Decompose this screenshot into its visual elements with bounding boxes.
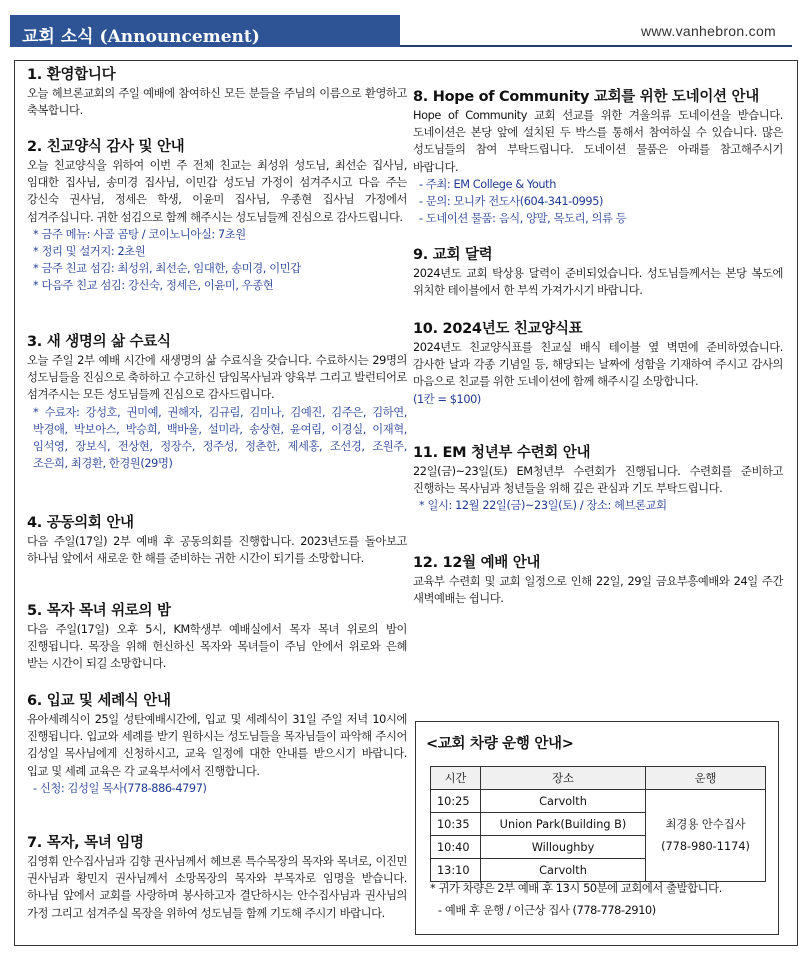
table-header-row [431,767,766,790]
section-new-life-graduation [27,332,407,472]
header-bar [10,15,792,47]
column-header: 장소 [481,767,646,790]
announcement-frame [14,60,798,946]
price-note: (1칸 = $100) [413,392,481,406]
section-shepherd-appointment [27,833,407,922]
shuttle-note: - 예배 후 운행 / 이근상 집사 (778-778-2910) [430,902,656,920]
section-title: 11. EM 청년부 수련회 안내 [413,445,591,461]
section-title: 10. 2024년도 친교양식표 [413,321,583,337]
section-baptism [27,691,407,797]
contact-note: - 신청: 김성일 목사(778-886-4797) [27,780,407,797]
shuttle-table [430,766,766,882]
time-cell: 10:35 [431,813,481,836]
note-item: * 금주 친교 섬김: 최성위, 최선순, 임대한, 송미경, 이민갑 [27,260,407,277]
section-december-worship [413,553,783,607]
note-item: * 정리 및 설거지: 2초원 [27,243,407,260]
section-calendar [413,245,783,299]
section-congregational-meeting [27,513,407,567]
section-title: 7. 목자, 목녀 임명 [27,835,144,851]
shuttle-note: * 귀가 차량은 2부 예배 후 13시 50분에 교회에서 출발합니다. [430,880,722,898]
section-shepherds-night [27,601,407,673]
driver-name: 최경용 안수집사 [665,817,746,831]
donation-item: - 주최: EM College & Youth [413,176,783,193]
donation-item: - 도네이션 물품: 음식, 양말, 목도리, 의류 등 [413,210,783,227]
section-body: Hope of Community 교회 선교를 위한 겨울의류 도네이션을 받습니다. 도네이션은 본당 앞에 설치된 두 박스를 통해서 참여하실 수 있습니다. 많은 성도님들의 참여 부탁드립니다. 도네이션 물품은 아래를 참고해주시기 바랍니다. [413,109,783,174]
note-item: * 금주 메뉴: 사골 곰탕 / 코이노니아실: 7초원 [27,226,407,243]
section-body: 2024년도 교회 탁상용 달력이 준비되었습니다. 성도님들께서는 본당 복도에 위치한 테이블에서 한 부씩 가져가시기 바랍니다. [413,267,783,298]
place-cell: Willoughby [481,836,646,859]
driver-cell [646,790,766,882]
section-fellowship-schedule [413,319,783,408]
section-welcome [27,65,407,119]
shuttle-box [415,721,779,935]
section-body: 유아세례식이 25일 성탄예배시간에, 입교 및 세례식이 31일 주일 저녁 10시에 진행됩니다. 입교와 세례를 받기 원하시는 성도님들을 목자님들이 파악해 주시어 김성일 목사님에게 신청하시고, 교육 일정에 대한 안내를 받으시기 바랍니다. 입교 및 세례 교육은 각 교육부서에서 진행합니다. [27,713,407,778]
section-body: 22일(금)~23일(토) EM청년부 수련회가 진행됩니다. 수련회를 준비하고 진행하는 목사님과 청년들을 위해 깊은 관심과 기도 부탁드립니다. [413,465,783,496]
place-cell: Union Park(Building B) [481,813,646,836]
place-cell: Carvolth [481,859,646,882]
graduates-list: * 수료자: 강성호, 권미예, 권해자, 김규림, 김미나, 김예진, 김주은, 김하연, 박경애, 박보아스, 박승희, 백바울, 설미라, 송상현, 윤여림, 이경실, 이재혁, 임석영, 장보식, 전상현, 정장수, 정주성, 정춘한, 제세홍, 조선경, 조원주, 조은희, 최경환, 한경원(29명) [27,404,407,473]
section-body: 김영휘 안수집사님과 김향 권사님께서 헤브론 특수목장의 목자와 목녀로, 이진민 권사님과 황민지 권사님께서 소망목장의 목자와 부목자로 임명을 받습니다. 하나님 앞에서 교회를 사랑하며 봉사하고자 결단하시는 안수집사님과 권사님의 가정 그리고 섬겨주실 목장을 위하여 성도님들 함께 기도해 주시기 바랍니다. [27,855,407,920]
donation-item: - 문의: 모니카 전도사(604-341-0995) [413,193,783,210]
time-cell: 10:25 [431,790,481,813]
page-title: 교회 소식 (Announcement) [10,15,400,47]
section-body: 2024년도 친교양식표를 친교실 배식 테이블 옆 벽면에 준비하였습니다. 감사한 날과 각종 기념일 등, 해당되는 날짜에 성함을 기재하여 주시고 감사의 마음으로 친교를 위한 도네이션에 함께 해주시길 소망합니다. [413,341,783,389]
column-header: 운행 [646,767,766,790]
section-body: 교육부 수련회 및 교회 일정으로 인해 22일, 29일 금요부흥예배와 24일 주간 새벽예배는 쉽니다. [413,575,783,606]
shuttle-title: <교회 차량 운행 안내> [426,736,574,752]
section-em-retreat [413,443,783,515]
section-title: 3. 새 생명의 삶 수료식 [27,334,171,350]
column-header: 시간 [431,767,481,790]
retreat-note: * 일시: 12월 22일(금)~23일(토) / 장소: 헤브론교회 [413,497,783,514]
section-body: 오늘 주일 2부 예배 시간에 새생명의 삶 수료식을 갖습니다. 수료하시는 29명의 성도님들을 진심으로 축하하고 수고하신 담임목사님과 양육부 그리고 발런티어로 섬겨주시는 모든 성도님들께 진심으로 감사드립니다. [27,354,407,402]
note-item: * 다음주 친교 섬김: 강신숙, 정세은, 이윤미, 우종현 [27,277,407,294]
section-title: 4. 공동의회 안내 [27,515,134,531]
section-body: 오늘 헤브론교회의 주일 예배에 참여하신 모든 분들을 주님의 이름으로 환영하고 축복합니다. [27,87,407,118]
section-body: 오늘 친교양식을 위하여 이번 주 전체 친교는 최성위 성도님, 최선순 집사님, 임대한 집사님, 송미경 집사님, 이민갑 성도님 가정이 섬겨주시고 다음 주는 강신숙 권사님, 정세은 학생, 이윤미 집사님, 우종현 집사님 가정에서 섬겨주십니다. 귀한 섬김으로 함께 해주시는 성도님들께 진심으로 감사드립니다. [27,159,407,224]
section-body: 다음 주일(17일) 2부 예배 후 공동의회를 진행합니다. 2023년도를 돌아보고 하나님 앞에서 새로운 한 해를 준비하는 귀한 시간이 되기를 소망합니다. [27,535,407,566]
section-title: 5. 목자 목녀 위로의 밤 [27,603,171,619]
section-title: 1. 환영합니다 [27,67,116,83]
website-url[interactable]: www.vanhebron.com [640,23,776,39]
driver-phone: (778-980-1174) [661,839,750,853]
section-fellowship-meal [27,137,407,295]
section-title: 8. Hope of Community 교회를 위한 도네이션 안내 [413,89,759,105]
section-title: 12. 12월 예배 안내 [413,555,541,571]
section-donation [413,87,783,227]
section-body: 다음 주일(17일) 오후 5시, KM학생부 예배실에서 목자 목녀 위로의 밤이 진행됩니다. 목장을 위해 헌신하신 목자와 목녀들이 주님 안에서 위로와 은혜 받는 시간이 되길 소망합니다. [27,623,407,671]
place-cell: Carvolth [481,790,646,813]
table-row [431,790,766,813]
time-cell: 13:10 [431,859,481,882]
section-title: 9. 교회 달력 [413,247,493,263]
section-title: 2. 친교양식 감사 및 안내 [27,139,185,155]
section-title: 6. 입교 및 세례식 안내 [27,693,171,709]
time-cell: 10:40 [431,836,481,859]
